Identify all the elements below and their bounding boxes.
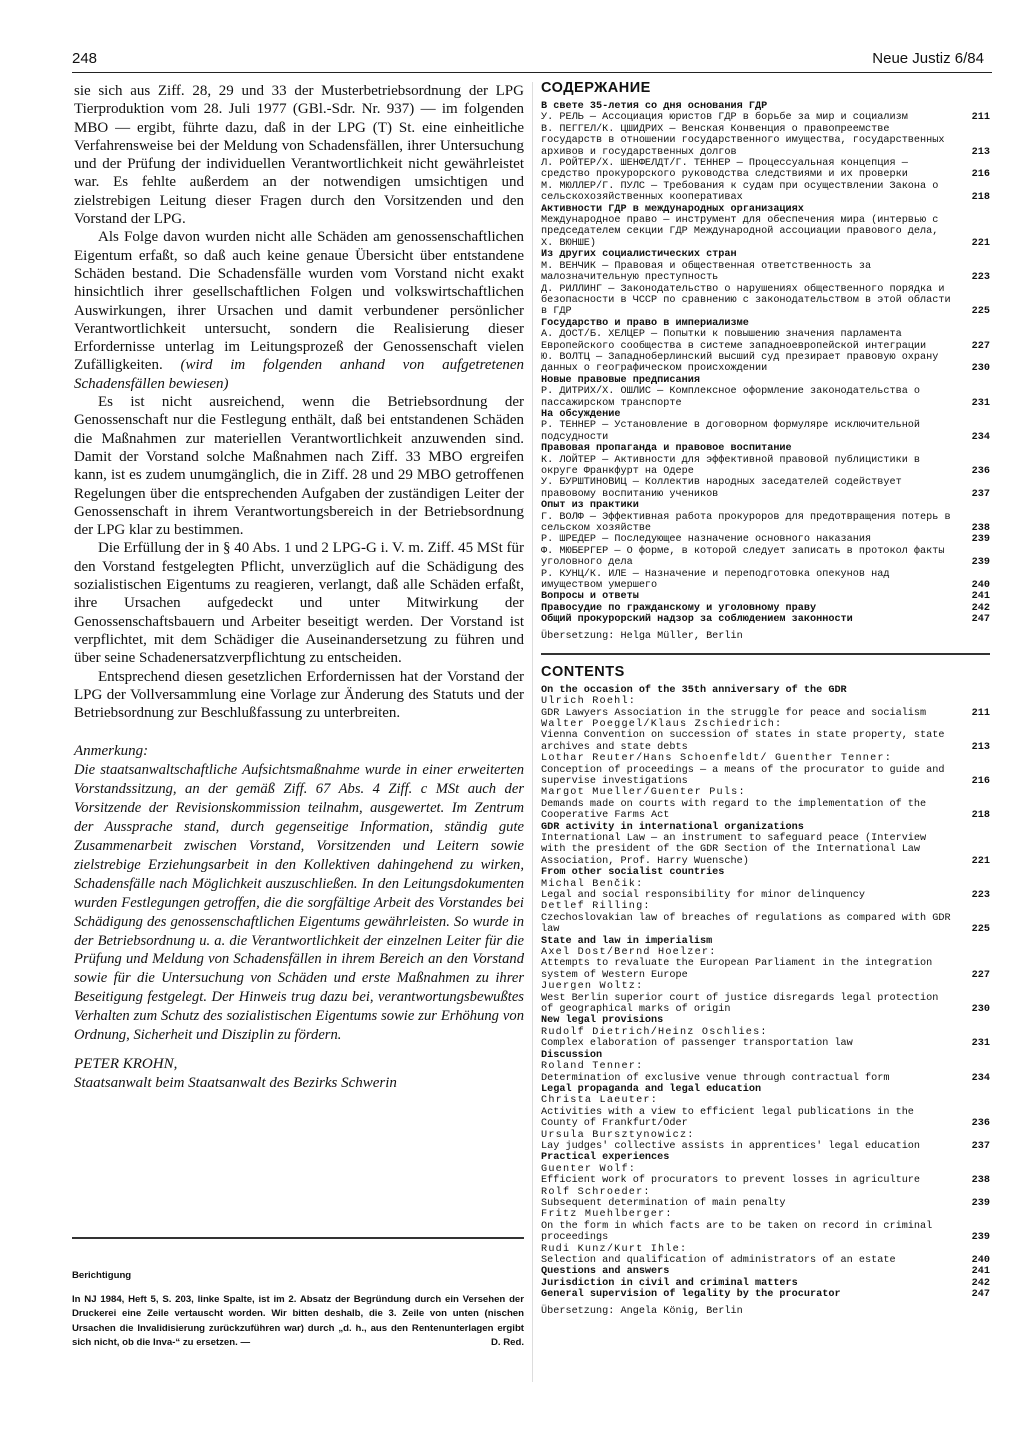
toc-entry-text: Из других социалистических стран [541, 249, 737, 261]
toc-entry [541, 215, 990, 249]
toc-entry [541, 569, 990, 592]
toc-entry-page: 236 [971, 466, 990, 477]
toc-entry-page: 231 [971, 397, 990, 409]
toc-entry-page: 230 [971, 363, 990, 375]
toc-entry-text: Jurisdiction in civil and criminal matters [541, 1277, 798, 1289]
toc-entry-page: 227 [971, 340, 990, 352]
toc-entry-text: Международное право — инструмент для обеспечения мира (интервью с председателем секции ГДР Международной ассоциации правового дела, Х. ВЮНШЕ) [541, 215, 939, 249]
toc-entry [541, 1244, 990, 1255]
toc-entry-page: 211 [971, 707, 990, 719]
toc-entry-text: International Law — an instrument to safeguard peace (Interview with the president of the GDR Section of the International Law Association, Prof. Harry Wuensche) [541, 832, 927, 867]
toc-entry-text: В свете 35-летия со дня основания ГДР [541, 101, 768, 112]
toc-entry-text: Р. ШРЕДЕР — Последующее назначение основного наказания [541, 534, 872, 546]
toc-entry-text: State and law in imperialism [541, 935, 713, 947]
toc-entry [541, 204, 990, 215]
toc-entry [541, 879, 990, 890]
toc-entry-page: 241 [971, 591, 990, 603]
toc-entry-page: 241 [971, 1266, 990, 1278]
toc-entry-text: Ulrich Roehl: [541, 696, 637, 708]
toc-entry [541, 500, 990, 511]
toc-entry [541, 1130, 990, 1141]
toc-entry-text: Активности ГДР в международных организациях [541, 203, 804, 215]
toc-entry-page: 213 [971, 146, 990, 158]
toc-entry-text: On the occasion of the 35th anniversary of the GDR [541, 684, 847, 696]
toc-ru-translator: Übersetzung: Helga Müller, Berlin [541, 630, 743, 642]
correction-signature: D. Red. [490, 1337, 524, 1348]
toc-entry-text: Complex elaboration of passenger transportation law [541, 1038, 853, 1050]
column-divider [532, 82, 533, 1382]
toc-entry-page: 238 [971, 1175, 990, 1187]
toc-entry-page: 242 [971, 1277, 990, 1289]
toc-entry [541, 913, 990, 936]
toc-entry [541, 1278, 990, 1289]
toc-entry-text: Государство и право в империализме [541, 317, 749, 329]
toc-entry [541, 386, 990, 409]
toc-entry [541, 534, 990, 545]
toc-entry-text: В. ПЕГГЕЛ/К. ЦШИДРИХ — Венская Конвенция о правопреемстве государств в отношении государственного имущества, государственных архивов и государственных долгов [541, 123, 945, 158]
toc-entry-page: 247 [971, 1289, 990, 1301]
toc-entry-text: Conception of proceedings — a means of the procurator to guide and supervise investigations [541, 764, 945, 787]
toc-entry [541, 787, 990, 798]
toc-entry-page: 218 [971, 810, 990, 822]
toc-entry-page: 240 [971, 580, 990, 592]
toc-entry [541, 1164, 990, 1175]
toc-entry-page: 242 [971, 602, 990, 614]
toc-entry-text: Общий прокурорский надзор за соблюдением законности [541, 614, 853, 626]
toc-entry-page: 221 [971, 237, 990, 249]
paragraph-2-italic: (wird im folgenden anhand von aufgetretenen Schadensfällen bewiesen) [74, 357, 525, 392]
toc-entry [541, 753, 990, 764]
toc-entry-page: 211 [971, 112, 990, 124]
toc-entry-page: 237 [971, 488, 990, 500]
toc-entry-text: М. ВЕНЧИК — Правовая и общественная ответственность за малозначительную преступность [541, 260, 872, 284]
toc-entry-text: Vienna Convention on succession of states in state property, state archives and state debts [541, 730, 945, 753]
toc-entry-text: GDR activity in international organizations [541, 821, 804, 833]
toc-entry-page: 230 [971, 1004, 990, 1016]
page-number: 248 [72, 50, 98, 67]
toc-entry [541, 890, 990, 901]
toc-entry-page: 234 [971, 1072, 990, 1084]
toc-separator [541, 653, 990, 655]
toc-entry-text: Lay judges' collective assists in apprentices' legal education [541, 1140, 921, 1152]
toc-entry-page: 223 [971, 890, 990, 901]
toc-entry-text: Efficient work of procurators to prevent losses in agriculture [541, 1175, 921, 1187]
toc-entry-page: 240 [971, 1255, 990, 1266]
toc-ru-list [541, 101, 990, 626]
toc-entry [541, 249, 990, 260]
toc-entry-text: Detlef Rilling: [541, 901, 651, 913]
toc-entry [541, 1187, 990, 1198]
author-title: Staatsanwalt beim Staatsanwalt des Bezirks Schwerin [74, 1074, 397, 1091]
toc-entry-text: Practical experiences [541, 1152, 670, 1164]
toc-en-heading: CONTENTS [541, 663, 625, 680]
correction-notice [72, 1269, 524, 1351]
toc-entry-text: From other socialist countries [541, 867, 725, 879]
toc-entry-text: Subsequent determination of main penalty [541, 1197, 786, 1209]
toc-entry-page: 216 [971, 775, 990, 787]
toc-entry-page: 238 [971, 523, 990, 535]
toc-entry [541, 512, 990, 535]
toc-entry [541, 1152, 990, 1163]
header-rule [72, 72, 992, 73]
toc-entry-page: 216 [971, 169, 990, 181]
toc-entry-page: 221 [971, 855, 990, 867]
toc-entry-text: Questions and answers [541, 1266, 670, 1278]
toc-entry-text: У. БУРШТИНОВИЦ — Коллектив народных заседателей содействует правовому воспитанию учеников [541, 477, 902, 500]
toc-entry-text: Determination of exclusive venue through contractual form [541, 1072, 890, 1084]
toc-entry [541, 958, 990, 981]
toc-entry-text: Ursula Bursztynowicz: [541, 1129, 695, 1141]
toc-entry-text: Lothar Reuter/Hans Schoenfeldt/ Guenther Tenner: [541, 753, 893, 765]
article-paragraph-2 [74, 228, 524, 393]
toc-entry-page: 223 [971, 272, 990, 284]
toc-entry [541, 112, 990, 123]
toc-entry-text: Rolf Schroeder: [541, 1186, 651, 1198]
signature-block [74, 1055, 524, 1093]
toc-entry-page: 239 [971, 557, 990, 569]
article-paragraph-1: sie sich aus Ziff. 28, 29 und 33 der Musterbetriebsordnung der LPG Tierproduktion vom 28. Juli 1977 (GBl.-Sdr. Nr. 937) — im folgenden MBO — ergibt, führte dazu, daß in der LPG (T) St. eine einheitliche Verfahrensweise bei der Meldung von Schadensfällen, ihrer Untersuchung und der Prüfung der individuellen Verantwortlichkeit nicht gewährleistet war. Es fehlte außerdem an der notwendigen umsichtigen und zielstrebigen Leitung dieser Fragen durch den Vorsitzenden und den Vorstand der LPG. [74, 83, 524, 228]
toc-entry-text: General supervision of legality by the procurator [541, 1289, 841, 1301]
toc-entry-page: 239 [971, 534, 990, 546]
toc-entry-text: М. МЮЛЛЕР/Г. ПУЛС — Требования к судам при осуществлении Закона о сельскохозяйственных кооперативах [541, 180, 939, 204]
toc-entry-text: Axel Dost/Bernd Hoelzer: [541, 947, 717, 959]
toc-entry-text: Michal Benčik: [541, 878, 644, 890]
toc-entry-text: Д. РИЛЛИНГ — Законодательство о нарушениях общественного порядка и безопасности в ЧССР по сравнению с законодательством в этой области в ГДР [541, 283, 951, 318]
toc-entry [541, 329, 990, 352]
toc-entry-text: On the form in which facts are to be taken on record in criminal proceedings [541, 1220, 933, 1244]
toc-entry [541, 375, 990, 386]
toc-entry-page: 239 [971, 1197, 990, 1209]
toc-entry-text: Вопросы и ответы [541, 591, 639, 603]
toc-entry-text: Discussion [541, 1049, 603, 1061]
toc-entry [541, 765, 990, 788]
toc-entry [541, 284, 990, 318]
toc-entry [541, 1084, 990, 1095]
toc-entry [541, 1209, 990, 1220]
toc-entry-page: 237 [971, 1140, 990, 1152]
article-column [74, 82, 524, 1093]
toc-entry-text: К. ЛОЙТЕР — Активности для эффективной правовой публицистики в округе Франкфурт на Одере [541, 454, 921, 477]
toc-entry-page: 225 [971, 306, 990, 318]
toc-entry-text: Juergen Woltz: [541, 981, 644, 993]
toc-entry-text: Selection and qualification of administrators of an estate [541, 1255, 896, 1266]
toc-entry [541, 730, 990, 753]
toc-entry [541, 719, 990, 730]
paragraph-2-text: Als Folge davon wurden nicht alle Schäden am genossenschaftlichen Eigentum erfaßt, so daß auch keine genaue Übersicht über entstandene Schäden bestand. Die Schadensfälle wurden vom Vorstand nicht exakt hinsichtlich ihrer gesellschaftlichen Folgen und volkswirtschaftlichen Auswirkungen, ihrer Ursachen und damit verbundener persönlicher Verantwortlichkeit untersucht, sondern die Realisierung dieser Erfordernisse unterlag im Leitungsprozeß der Genossenschaft vielen Zufälligkeiten. [74, 229, 524, 374]
toc-entry [541, 901, 990, 912]
toc-entry-text: Правовая пропаганда и правовое воспитание [541, 443, 792, 455]
toc-entry-text: Правосудие по гражданскому и уголовному праву [541, 602, 817, 614]
toc-entry [541, 822, 990, 833]
toc-entry-text: Ю. ВОЛТЦ — Западноберлинский высший суд презирает правовую охрану данных о географическом происхождении [541, 351, 939, 375]
article-paragraph-3: Es ist nicht ausreichend, wenn die Betriebsordnung der Genossenschaft nur die Festlegung enthält, daß bei entstandenen Schäden die Maßnahmen zur materiellen Verantwortlichkeit anzuwenden sind. Damit der Vorstand solche Maßnahmen nach Ziff. 33 MBO ergreifen kann, ist es zudem unumgänglich, die in Ziff. 28 und 29 MBO getroffenen Regelungen über die entsprechenden Aufgaben der zuständigen Leiter der Genossenschaft in ihrem Verantwortungsbereich in der Betriebsordnung der LPG klar zu bestimmen. [74, 394, 524, 539]
toc-entry [541, 546, 990, 569]
correction-title: Berichtigung [72, 1270, 132, 1281]
toc-entry [541, 443, 990, 454]
toc-entry [541, 1027, 990, 1038]
toc-entry-text: Новые правовые предписания [541, 374, 700, 386]
toc-entry [541, 409, 990, 420]
toc-entry [541, 981, 990, 992]
toc-entry-text: West Berlin superior court of justice disregards legal protection of geographical marks of origin [541, 992, 939, 1016]
toc-entry-text: Guenter Wolf: [541, 1163, 637, 1175]
toc-entry [541, 101, 990, 112]
toc-entry [541, 685, 990, 696]
toc-entry-text: Legal propaganda and legal education [541, 1083, 762, 1095]
toc-en-list [541, 685, 990, 1301]
toc-entry [541, 867, 990, 878]
toc-ru-heading: СОДЕРЖАНИЕ [541, 80, 651, 96]
toc-entry-text: Attempts to revaluate the European Parliament in the integration system of Western Europe [541, 958, 933, 981]
toc-entry [541, 614, 990, 625]
toc-entry-page: 234 [971, 431, 990, 443]
toc-entry-page: 247 [971, 614, 990, 626]
toc-entry-page: 225 [971, 924, 990, 936]
toc-entry-text: Demands made on courts with regard to the implementation of the Cooperative Farms Act [541, 798, 927, 822]
toc-entry [541, 352, 990, 375]
toc-entry [541, 455, 990, 478]
note-heading: Anmerkung: [74, 743, 149, 760]
toc-entry-text: Fritz Muehlberger: [541, 1209, 673, 1221]
toc-entry [541, 1107, 990, 1130]
toc-entry [541, 1266, 990, 1277]
toc-en-translator: Übersetzung: Angela König, Berlin [541, 1305, 743, 1317]
toc-entry [541, 1175, 990, 1186]
toc-entry [541, 591, 990, 602]
correction-text: In NJ 1984, Heft 5, S. 203, linke Spalte, ist im 2. Absatz der Begründung durch ein Versehen der Druckerei eine Zeile vertauscht worden. Wir bitten deshalb, die 3. Zeile von unten (nischen Ursachen die Invalidisierung zurückzuführen war) durch „d. h., aus den Rentenunterlagen ergibt sich nicht, ob die Inva-“ zu ersetzen. — [72, 1293, 524, 1348]
toc-entry-text: Christa Laeuter: [541, 1095, 659, 1107]
toc-entry [541, 1221, 990, 1244]
toc-entry [541, 936, 990, 947]
toc-entry-text: Margot Mueller/Guenter Puls: [541, 787, 746, 799]
journal-issue: Neue Justiz 6/84 [872, 50, 984, 67]
toc-entry-page: 231 [971, 1038, 990, 1050]
toc-entry-text: Опыт из практики [541, 500, 639, 512]
toc-entry [541, 318, 990, 329]
toc-entry [541, 603, 990, 614]
toc-entry [541, 833, 990, 867]
toc-entry [541, 1061, 990, 1072]
toc-entry-page: 239 [971, 1232, 990, 1244]
toc-entry-text: Р. ДИТРИХ/Х. ОШЛИС — Комплексное оформление законодательства о пассажирском транспорте [541, 386, 921, 409]
toc-entry-text: Rudi Kunz/Kurt Ihle: [541, 1243, 688, 1255]
toc-entry-text: GDR Lawyers Association in the struggle for peace and socialism [541, 707, 927, 719]
toc-entry-text: У. РЕЛЬ — Ассоциация юристов ГДР в борьбе за мир и социализм [541, 112, 908, 124]
toc-entry [541, 1073, 990, 1084]
toc-entry-text: Г. ВОЛФ — Эффективная работа прокуроров для предотвращения потерь в сельском хозяйстве [541, 511, 951, 535]
toc-entry-page: 236 [971, 1118, 990, 1130]
toc-entry [541, 158, 990, 181]
correction-separator [72, 1237, 524, 1239]
toc-entry [541, 261, 990, 284]
toc-entry-text: Rudolf Dietrich/Heinz Oschlies: [541, 1026, 768, 1038]
toc-entry-text: Р. КУНЦ/К. ИЛЕ — Назначение и переподготовка опекунов над имуществом умершего [541, 568, 890, 592]
toc-entry-text: Р. ТЕННЕР — Установление в договорном формуляре исключительной подсудности [541, 420, 921, 443]
toc-entry-text: Л. РОЙТЕР/Х. ШЕНФЕЛДТ/Г. ТЕННЕР — Процессуальная концепция — средство прокурорского руководства следствиями и их проверки [541, 158, 908, 181]
toc-entry [541, 1141, 990, 1152]
toc-entry-page: 227 [971, 969, 990, 981]
toc-entry-text: А. ДОСТ/Б. ХЕЛЦЕР — Попытки к повышению значения парламента Европейского сообщества в системе западноевропейской интеграции [541, 329, 927, 352]
toc-entry [541, 420, 990, 443]
toc-entry-page: 213 [971, 741, 990, 753]
toc-entry-text: Czechoslovakian law of breaches of regulations as compared with GDR law [541, 912, 951, 936]
toc-entry [541, 799, 990, 822]
toc-entry-text: New legal provisions [541, 1015, 664, 1027]
note-text: Die staatsanwaltschaftliche Aufsichtsmaßnahme wurde in einer erweiterten Vorstandssitzung, an der gemäß Ziff. 67 Abs. 4 Ziff. c MSt auch der Vorsitzende der Revisionskommission teilnahm, ausgewertet. Im Zentrum der Aussprache stand, durch gegenseitige Information, ständig gute Zusammenarbeit zwischen Vorstand, Vorsitzenden und Leitern sowie zielstrebige Erziehungsarbeit in den Kollektiven dahingehend zu wirken, Schadensfälle nach Möglichkeit auszuschließen. In den Leitungsdokumenten wurden Festlegungen getroffen, die die sorgfältige Arbeit des Vorstandes bei Schädigung des genossenschaftlichen Eigentums gewährleisten. So wurde in der Betriebsordnung u. a. die Verantwortlichkeit der einzelnen Leiter für die Prüfung und Meldung von Schadensfällen in ihrem Bereich an den Vorstand sowie für die Untersuchung von Schäden und erste Maßnahmen zu ihrer Beseitigung festgelegt. Der Hinweis trug dazu bei, verantwortungsbewußtes Verhalten zum Schutz des sozialistischen Eigentums sowie zur Erhöhung von Ordnung, Sicherheit und Disziplin zu fördern. [74, 762, 524, 1044]
article-paragraph-5: Entsprechend diesen gesetzlichen Erfordernissen hat der Vorstand der LPG der Vollversammlung eine Vorlage zur Änderung des Statuts und der Betriebsordnung zur Beschlußfassung zu unterbreiten. [74, 668, 524, 722]
toc-entry-page: 218 [971, 192, 990, 204]
article-paragraph-4: Die Erfüllung der in § 40 Abs. 1 und 2 LPG-G i. V. m. Ziff. 45 MSt für den Vorstand festgelegten Pflicht, unverzüglich auf die Schädigung des sozialistischen Eigentums zu reagieren, verlangt, daß alle Schäden erfaßt, ihre Ursachen aufgedeckt und unter Mitwirkung der Genossenschaftsbauern und Arbeiter beseitigt werden. Der Vorstand ist verpflichtet, mit dem Schädiger die Auseinandersetzung zu führen und über seine Schadenersatzverpflichtung zu entscheiden. [74, 540, 524, 667]
toc-entry [541, 1050, 990, 1061]
toc-entry [541, 708, 990, 719]
toc-entry [541, 1095, 990, 1106]
toc-entry-text: На обсуждение [541, 408, 621, 420]
toc-entry-text: Walter Poeggel/Klaus Zschiedrich: [541, 718, 783, 730]
toc-entry [541, 947, 990, 958]
toc-entry-text: Activities with a view to efficient legal publications in the County of Frankfurt/Oder [541, 1106, 914, 1130]
toc-entry [541, 124, 990, 158]
toc-entry [541, 696, 990, 707]
toc-entry [541, 1015, 990, 1026]
toc-entry [541, 993, 990, 1016]
toc-entry-text: Roland Tenner: [541, 1061, 644, 1073]
toc-entry [541, 181, 990, 204]
toc-entry-text: Legal and social responsibility for minor delinquency [541, 890, 866, 901]
toc-column [541, 80, 990, 1319]
toc-entry [541, 1038, 990, 1049]
toc-entry-text: Ф. МЮБЕРГЕР — О форме, в которой следует записать в протокол факты уголовного дела [541, 545, 945, 569]
note-section [74, 742, 524, 1045]
toc-entry [541, 1198, 990, 1209]
author-name: PETER KROHN, [74, 1055, 178, 1072]
toc-entry [541, 1289, 990, 1300]
toc-entry [541, 1255, 990, 1266]
toc-entry [541, 477, 990, 500]
